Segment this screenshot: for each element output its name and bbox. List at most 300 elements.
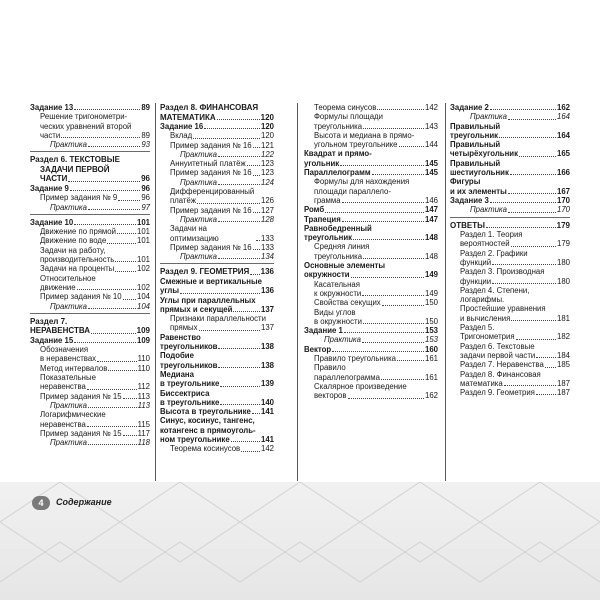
- toc-page-number: 127: [260, 205, 274, 215]
- toc-entry-title: Правило: [314, 363, 346, 373]
- toc-entry[interactable]: [160, 416, 274, 425]
- toc-entry-title: Углы при параллельных: [160, 295, 256, 305]
- toc-entry-title: грамма: [314, 195, 341, 205]
- toc-page-number: 121: [260, 140, 274, 150]
- toc-entry[interactable]: [450, 258, 570, 267]
- toc-entry[interactable]: [160, 252, 274, 264]
- toc-page-number: 142: [424, 103, 438, 112]
- toc-entry[interactable]: [30, 203, 150, 215]
- toc-entry-title: Задание 3: [450, 195, 489, 205]
- toc-entry-title: математика: [460, 378, 503, 388]
- toc-page-number: 137: [260, 323, 274, 333]
- toc-entry-title: Вектор: [304, 344, 332, 354]
- toc-leader-dots: [108, 370, 136, 371]
- toc-entry-title: Формулы площади: [314, 112, 383, 122]
- toc-leader-dots: [397, 360, 424, 361]
- toc-leader-dots: [253, 212, 260, 213]
- toc-entry[interactable]: [304, 363, 438, 372]
- toc-leader-dots: [363, 323, 424, 324]
- toc-entry[interactable]: [160, 206, 274, 215]
- toc-entry[interactable]: [450, 332, 570, 341]
- toc-entry-title: Задание 13: [30, 103, 74, 112]
- toc-entry[interactable]: [450, 149, 570, 158]
- toc-page-number: 147: [424, 214, 438, 224]
- toc-page-number: 148: [424, 251, 438, 261]
- toc-entry[interactable]: [304, 345, 438, 354]
- toc-entry[interactable]: [30, 410, 150, 419]
- toc-entry[interactable]: [304, 317, 438, 326]
- toc-entry[interactable]: [160, 159, 274, 168]
- toc-entry[interactable]: [450, 351, 570, 360]
- toc-entry[interactable]: [304, 354, 438, 363]
- toc-entry[interactable]: [450, 379, 570, 388]
- toc-column-3: [304, 103, 438, 401]
- toc-page-number: 101: [136, 217, 150, 227]
- toc-leader-dots: [107, 243, 136, 244]
- toc-entry[interactable]: [30, 140, 150, 152]
- toc-leader-dots: [88, 308, 136, 309]
- toc-entry[interactable]: [160, 150, 274, 159]
- toc-leader-dots: [348, 398, 424, 399]
- toc-entry[interactable]: [30, 174, 150, 184]
- toc-entry[interactable]: [30, 326, 150, 336]
- toc-entry-title: логарифмы.: [460, 295, 505, 305]
- toc-page-number: 120: [260, 122, 274, 131]
- toc-entry[interactable]: [304, 391, 438, 400]
- toc-page-number: 138: [260, 342, 274, 352]
- toc-page-number: 185: [556, 360, 570, 370]
- toc-entry[interactable]: [30, 193, 150, 202]
- toc-leader-dots: [256, 240, 260, 241]
- toc-leader-dots: [199, 330, 260, 331]
- toc-entry[interactable]: [160, 187, 274, 196]
- toc-entry[interactable]: [450, 131, 570, 140]
- toc-entry-title: Раздел 3. Производная: [460, 267, 545, 277]
- toc-entry[interactable]: [160, 444, 274, 453]
- toc-entry[interactable]: [450, 239, 570, 248]
- toc-entry[interactable]: [304, 177, 438, 186]
- toc-entry[interactable]: [304, 242, 438, 251]
- column-divider: [155, 103, 156, 481]
- toc-entry[interactable]: [30, 354, 150, 363]
- toc-entry-title: Показательные: [40, 373, 96, 383]
- toc-entry-title: производительность: [40, 255, 115, 265]
- toc-entry[interactable]: [304, 326, 438, 335]
- toc-leader-dots: [342, 202, 424, 203]
- toc-entry[interactable]: [304, 373, 438, 382]
- toc-entry[interactable]: [160, 370, 274, 379]
- toc-entry-title: Раздел 7.: [30, 316, 68, 326]
- toc-entry[interactable]: [160, 407, 274, 416]
- toc-leader-dots: [87, 426, 137, 427]
- toc-page-number: 179: [556, 220, 570, 230]
- toc-entry[interactable]: [450, 112, 570, 121]
- toc-entry-title: Формулы для нахождения: [314, 177, 410, 187]
- toc-entry[interactable]: [304, 140, 438, 149]
- toc-entry-title: Теорема синусов: [314, 103, 377, 112]
- toc-entry[interactable]: [160, 296, 274, 305]
- toc-leader-dots: [342, 221, 424, 222]
- toc-entry[interactable]: [450, 314, 570, 323]
- toc-entry[interactable]: [304, 205, 438, 214]
- toc-leader-dots: [332, 351, 424, 352]
- toc-leader-dots: [70, 190, 140, 191]
- toc-leader-dots: [88, 407, 137, 408]
- toc-entry-title: треугольника: [314, 121, 363, 131]
- toc-entry[interactable]: [160, 267, 274, 277]
- toc-page-number: 153: [424, 326, 438, 336]
- toc-entry[interactable]: [450, 177, 570, 186]
- toc-page-number: 180: [556, 276, 570, 286]
- toc-entry[interactable]: [450, 370, 570, 379]
- toc-page-number: 104: [136, 301, 150, 311]
- toc-entry[interactable]: [30, 429, 150, 438]
- toc-entry[interactable]: [160, 168, 274, 177]
- toc-entry[interactable]: [450, 122, 570, 131]
- toc-entry[interactable]: [30, 392, 150, 401]
- toc-entry[interactable]: [304, 149, 438, 158]
- toc-entry-title: в неравенствах: [40, 354, 97, 364]
- toc-entry-title: Движение по воде: [40, 236, 107, 246]
- toc-leader-dots: [118, 200, 140, 201]
- toc-entry[interactable]: [450, 295, 570, 304]
- toc-entry[interactable]: [304, 289, 438, 298]
- toc-entry[interactable]: [450, 140, 570, 149]
- toc-entry[interactable]: [450, 187, 570, 196]
- toc-entry[interactable]: [30, 112, 150, 121]
- toc-entry-title: Пример задания № 10: [40, 292, 122, 302]
- toc-entry-title: Смежные и вертикальные: [160, 276, 262, 286]
- toc-entry-title: Дифференцированный: [170, 187, 255, 197]
- toc-entry-title: Раздел 9. Геометрия: [460, 388, 535, 398]
- toc-entry[interactable]: [30, 184, 150, 193]
- toc-entry[interactable]: [450, 103, 570, 112]
- toc-entry[interactable]: [304, 308, 438, 317]
- toc-page-number: 97: [141, 202, 150, 212]
- toc-entry[interactable]: [450, 342, 570, 351]
- toc-entry[interactable]: [30, 336, 150, 345]
- toc-page-number: 179: [556, 239, 570, 249]
- toc-entry[interactable]: [30, 131, 150, 140]
- toc-page-number: 101: [136, 227, 150, 237]
- toc-entry[interactable]: [30, 364, 150, 373]
- toc-entry[interactable]: [450, 205, 570, 217]
- toc-page-number: 167: [556, 186, 570, 196]
- toc-leader-dots: [490, 109, 556, 110]
- toc-entry[interactable]: [160, 141, 274, 150]
- toc-entry[interactable]: [30, 345, 150, 354]
- toc-entry[interactable]: [304, 382, 438, 391]
- toc-entry-title: Раздел 6. ТЕКСТОВЫЕ: [30, 155, 120, 165]
- toc-leader-dots: [499, 137, 556, 138]
- toc-page-number: 89: [141, 130, 150, 140]
- toc-page-number: 182: [556, 332, 570, 342]
- toc-entry[interactable]: [160, 286, 274, 295]
- toc-page-number: 138: [260, 360, 274, 370]
- toc-page-number: 147: [424, 205, 438, 215]
- toc-entry[interactable]: [160, 314, 274, 323]
- toc-page-number: 141: [260, 435, 274, 444]
- toc-leader-dots: [218, 156, 260, 157]
- toc-entry-title: четырёхугольник: [450, 149, 518, 159]
- toc-entry[interactable]: [304, 270, 438, 279]
- toc-entry[interactable]: [160, 178, 274, 187]
- toc-entry[interactable]: [160, 426, 274, 435]
- toc-leader-dots: [247, 165, 260, 166]
- toc-entry[interactable]: [304, 233, 438, 242]
- toc-entry-title: Правильный: [450, 158, 501, 168]
- toc-leader-dots: [362, 295, 424, 296]
- toc-entry-title: Квадрат и прямо-: [304, 149, 372, 159]
- toc-leader-dots: [77, 289, 136, 290]
- toc-page-number: 145: [424, 168, 438, 178]
- toc-entry[interactable]: [30, 264, 150, 273]
- toc-entry[interactable]: [30, 227, 150, 236]
- toc-entry[interactable]: [304, 103, 438, 112]
- toc-entry-title: Виды углов: [314, 307, 356, 317]
- toc-entry[interactable]: [450, 267, 570, 276]
- toc-entry[interactable]: [304, 131, 438, 140]
- toc-entry[interactable]: [450, 221, 570, 231]
- toc-entry[interactable]: [30, 218, 150, 227]
- toc-entry-title: в треугольнике: [160, 379, 220, 389]
- toc-leader-dots: [253, 175, 260, 176]
- toc-entry-title: Практика: [180, 214, 217, 224]
- toc-entry[interactable]: [160, 224, 274, 243]
- toc-entry[interactable]: [160, 277, 274, 286]
- toc-leader-dots: [253, 249, 260, 250]
- toc-entry[interactable]: [304, 224, 438, 233]
- toc-leader-dots: [344, 332, 424, 333]
- toc-entry[interactable]: [450, 196, 570, 205]
- toc-page-number: 139: [260, 379, 274, 389]
- toc-leader-dots: [250, 274, 259, 275]
- toc-entry-title: угольник: [304, 158, 340, 168]
- toc-entry-title: ЗАДАЧИ ПЕРВОЙ: [40, 164, 110, 174]
- toc-entry[interactable]: [304, 112, 438, 121]
- toc-entry[interactable]: [450, 304, 570, 313]
- toc-entry-title: Пример задания № 9: [40, 193, 118, 203]
- toc-entry[interactable]: [450, 230, 570, 239]
- toc-entry[interactable]: [160, 113, 274, 123]
- toc-entry[interactable]: [30, 401, 150, 410]
- toc-entry-title: Высота и медиана в прямо-: [314, 130, 415, 140]
- toc-leader-dots: [519, 156, 556, 157]
- toc-entry-title: Биссектриса: [160, 388, 210, 398]
- column-divider: [297, 103, 298, 481]
- toc-entry-title: Подобие: [160, 351, 194, 361]
- toc-entry[interactable]: [450, 168, 570, 177]
- toc-entry-title: параллелограмма: [314, 372, 380, 382]
- toc-entry-title: треугольников: [160, 360, 218, 370]
- toc-page-number: 144: [424, 140, 438, 150]
- toc-entry-title: Задание 10: [30, 217, 74, 227]
- toc-entry[interactable]: [450, 388, 570, 397]
- toc-leader-dots: [68, 181, 140, 182]
- toc-entry-title: неравенства: [40, 382, 86, 392]
- toc-entry[interactable]: [304, 261, 438, 270]
- toc-entry[interactable]: [160, 243, 274, 252]
- toc-leader-dots: [115, 271, 136, 272]
- toc-column-1: [30, 103, 150, 447]
- toc-leader-dots: [204, 128, 260, 129]
- toc-entry[interactable]: [160, 379, 274, 388]
- toc-entry[interactable]: [304, 187, 438, 196]
- toc-leader-dots: [377, 109, 424, 110]
- toc-leader-dots: [220, 404, 260, 405]
- toc-entry-title: Пример задания № 15: [40, 428, 122, 438]
- toc-page-number: 120: [260, 112, 274, 122]
- toc-entry[interactable]: [450, 323, 570, 332]
- toc-entry-title: Задание 16: [160, 122, 204, 131]
- toc-leader-dots: [504, 385, 556, 386]
- toc-leader-dots: [74, 109, 140, 110]
- toc-page-number: 123: [260, 168, 274, 178]
- toc-entry[interactable]: [30, 438, 150, 447]
- toc-entry-title: шестиугольник: [450, 168, 509, 178]
- toc-entry-title: Равнобедренный: [304, 223, 372, 233]
- toc-entry[interactable]: [160, 361, 274, 370]
- toc-entry[interactable]: [30, 255, 150, 264]
- toc-leader-dots: [123, 299, 136, 300]
- toc-entry[interactable]: [304, 196, 438, 205]
- toc-entry-title: Фигуры: [450, 177, 481, 187]
- toc-entry[interactable]: [160, 351, 274, 360]
- toc-page-number: 145: [424, 158, 438, 168]
- toc-leader-dots: [508, 193, 556, 194]
- toc-entry[interactable]: [160, 333, 274, 342]
- toc-entry[interactable]: [304, 280, 438, 289]
- toc-entry-title: в окружности: [314, 316, 362, 326]
- toc-page-number: 110: [137, 354, 150, 364]
- toc-entry-title: Относительное: [40, 273, 96, 283]
- toc-entry-title: Логарифмические: [40, 410, 106, 420]
- toc-entry-title: Средняя линия: [314, 242, 370, 252]
- toc-entry-title: Раздел 7. Неравенства: [460, 360, 544, 370]
- toc-entry-title: Простейшие уравнения: [460, 304, 546, 314]
- toc-entry-title: Практика: [50, 438, 87, 448]
- toc-entry[interactable]: [30, 302, 150, 314]
- toc-entry[interactable]: [30, 155, 150, 165]
- toc-page-number: 115: [137, 419, 150, 429]
- toc-page-number: 101: [136, 255, 150, 265]
- column-divider: [445, 103, 446, 481]
- toc-entry-title: треугольник: [450, 130, 499, 140]
- toc-entry[interactable]: [450, 277, 570, 286]
- toc-entry[interactable]: [304, 335, 438, 344]
- toc-entry-title: прямых: [170, 323, 198, 333]
- toc-entry[interactable]: [30, 236, 150, 245]
- toc-leader-dots: [193, 138, 260, 139]
- toc-entry[interactable]: [160, 389, 274, 398]
- toc-leader-dots: [340, 165, 424, 166]
- toc-page-number: 164: [556, 112, 570, 122]
- toc-entry[interactable]: [450, 159, 570, 168]
- toc-entry[interactable]: [450, 360, 570, 369]
- toc-entry[interactable]: [450, 249, 570, 258]
- toc-page-number: 136: [260, 267, 274, 277]
- toc-entry[interactable]: [160, 122, 274, 131]
- toc-entry-title: Практика: [470, 112, 507, 122]
- toc-page-number: 120: [260, 131, 274, 141]
- toc-entry[interactable]: [30, 317, 150, 327]
- toc-entry[interactable]: [30, 292, 150, 301]
- toc-entry[interactable]: [160, 342, 274, 351]
- toc-entry-title: неравенства: [40, 419, 86, 429]
- toc-entry-title: Пример задания № 16: [170, 242, 252, 252]
- toc-entry[interactable]: [30, 246, 150, 255]
- toc-entry[interactable]: [304, 252, 438, 261]
- toc-page-number: 161: [424, 354, 438, 364]
- toc-entry[interactable]: [30, 122, 150, 131]
- toc-entry-title: МАТЕМАТИКА: [160, 112, 216, 122]
- toc-entry[interactable]: [160, 323, 274, 332]
- toc-page-number: 126: [260, 196, 274, 206]
- toc-leader-dots: [61, 137, 140, 138]
- toc-page-number: 184: [556, 350, 570, 360]
- toc-page-number: 180: [556, 257, 570, 267]
- toc-entry[interactable]: [30, 373, 150, 382]
- toc-entry[interactable]: [30, 283, 150, 292]
- toc-entry[interactable]: [160, 131, 274, 140]
- toc-entry-title: Практика: [50, 400, 87, 410]
- toc-entry[interactable]: [30, 103, 150, 112]
- toc-page-number: 134: [260, 252, 274, 262]
- toc-entry[interactable]: [304, 122, 438, 131]
- toc-entry[interactable]: [304, 215, 438, 224]
- toc-entry-title: Метод интервалов: [40, 363, 108, 373]
- toc-entry-title: векторов: [314, 391, 347, 401]
- toc-page-number: 150: [424, 316, 438, 326]
- toc-page-number: 150: [424, 298, 438, 308]
- toc-entry[interactable]: [30, 274, 150, 283]
- toc-entry[interactable]: [160, 398, 274, 407]
- toc-entry-title: Пример задания № 15: [40, 391, 122, 401]
- toc-entry-title: Практика: [180, 252, 217, 262]
- toc-leader-dots: [74, 224, 136, 225]
- toc-page-number: 181: [556, 313, 570, 323]
- toc-entry-title: площади параллело-: [314, 186, 391, 196]
- toc-entry[interactable]: [30, 420, 150, 429]
- toc-leader-dots: [492, 283, 556, 284]
- toc-entry-title: Задание 2: [450, 103, 489, 112]
- toc-entry[interactable]: [304, 159, 438, 168]
- toc-entry[interactable]: [304, 298, 438, 307]
- toc-entry[interactable]: [30, 382, 150, 391]
- toc-leader-dots: [516, 339, 556, 340]
- toc-entry[interactable]: [160, 196, 274, 205]
- toc-entry-title: Правило треугольника: [314, 354, 396, 364]
- toc-entry[interactable]: [30, 165, 150, 175]
- toc-entry-title: Раздел 6. Текстовые: [460, 341, 535, 351]
- toc-page-number: 117: [137, 428, 150, 438]
- toc-entry-title: окружности: [304, 270, 350, 280]
- toc-page-number: 101: [136, 236, 150, 246]
- toc-entry-title: функций: [460, 257, 492, 267]
- toc-entry[interactable]: [160, 435, 274, 444]
- toc-entry-title: Практика: [180, 177, 217, 187]
- toc-page-number: 112: [137, 382, 150, 392]
- toc-page-number: 143: [424, 121, 438, 131]
- toc-entry[interactable]: [304, 168, 438, 177]
- toc-entry[interactable]: [160, 305, 274, 314]
- toc-entry[interactable]: [160, 215, 274, 224]
- toc-leader-dots: [88, 444, 137, 445]
- toc-entry[interactable]: [450, 286, 570, 295]
- toc-entry[interactable]: [160, 103, 274, 113]
- toc-entry-title: вероятностей: [460, 239, 510, 249]
- toc-page-number: 123: [260, 159, 274, 169]
